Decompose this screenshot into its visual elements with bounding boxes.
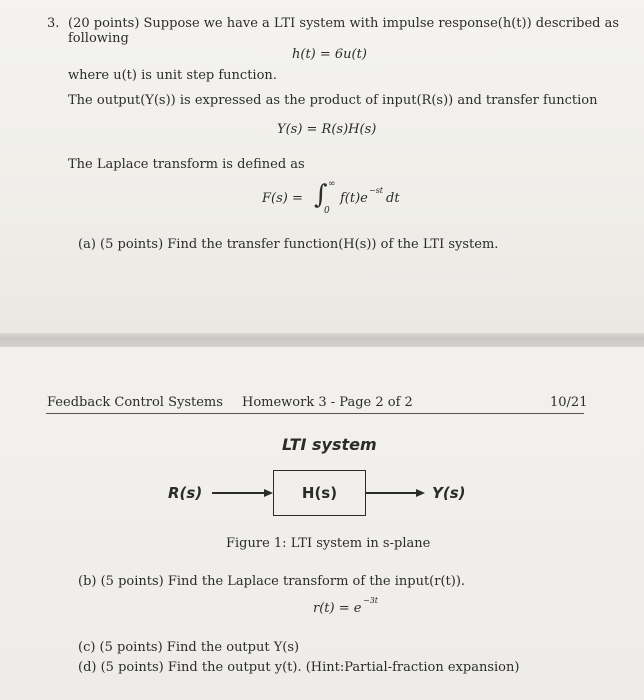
page-divider [0,333,644,347]
figure-caption: Figure 1: LTI system in s-plane [226,536,431,551]
output-arrow-line [366,492,418,494]
header-rule [46,413,584,414]
part-c: (c) (5 points) Find the output Y(s) [78,640,300,655]
question-line-1: (20 points) Suppose we have a LTI system with impulse response(h(t)) described as [68,16,620,31]
header-course: Feedback Control Systems [47,395,223,410]
header-date: 10/21 [550,395,588,410]
output-signal-label: Y(s) [432,484,466,502]
equation-h: h(t) = 6u(t) [292,47,367,62]
header-page: Homework 3 - Page 2 of 2 [242,395,413,410]
equation-y: Y(s) = R(s)H(s) [277,122,377,137]
question-number: 3. [47,16,60,31]
input-arrow-line [212,492,266,494]
part-d: (d) (5 points) Find the output y(t). (Hint:Partial-fraction expansion) [78,660,520,675]
integral-upper-limit: ∞ [328,179,336,189]
laplace-exponent: −st [369,186,384,195]
transfer-function-block [273,470,366,516]
laplace-lhs: F(s) = [262,191,303,206]
equation-laplace [262,178,412,218]
output-arrow-head [416,489,425,497]
question-line-2: following [68,31,129,46]
integral-sign: ∫ [314,180,328,210]
transfer-function-label: H(s) [301,484,338,502]
laplace-text: The Laplace transform is defined as [68,157,305,172]
integral-lower-limit: 0 [324,206,330,216]
laplace-dt: dt [386,191,400,206]
part-a: (a) (5 points) Find the transfer function(H(s)) of the LTI system. [78,237,499,252]
laplace-body: f(t)e [340,191,368,206]
input-signal-label: R(s) [168,484,203,502]
part-b: (b) (5 points) Find the Laplace transform of the input(r(t)). [78,574,466,589]
equation-r-base: r(t) = e [313,601,362,616]
equation-r-exponent: −3t [363,596,379,605]
equation-r [313,598,393,618]
input-arrow-head [264,489,273,497]
block-diagram-title: LTI system [282,435,377,454]
where-text: where u(t) is unit step function. [68,68,277,83]
output-text: The output(Y(s)) is expressed as the product of input(R(s)) and transfer function [68,93,598,108]
